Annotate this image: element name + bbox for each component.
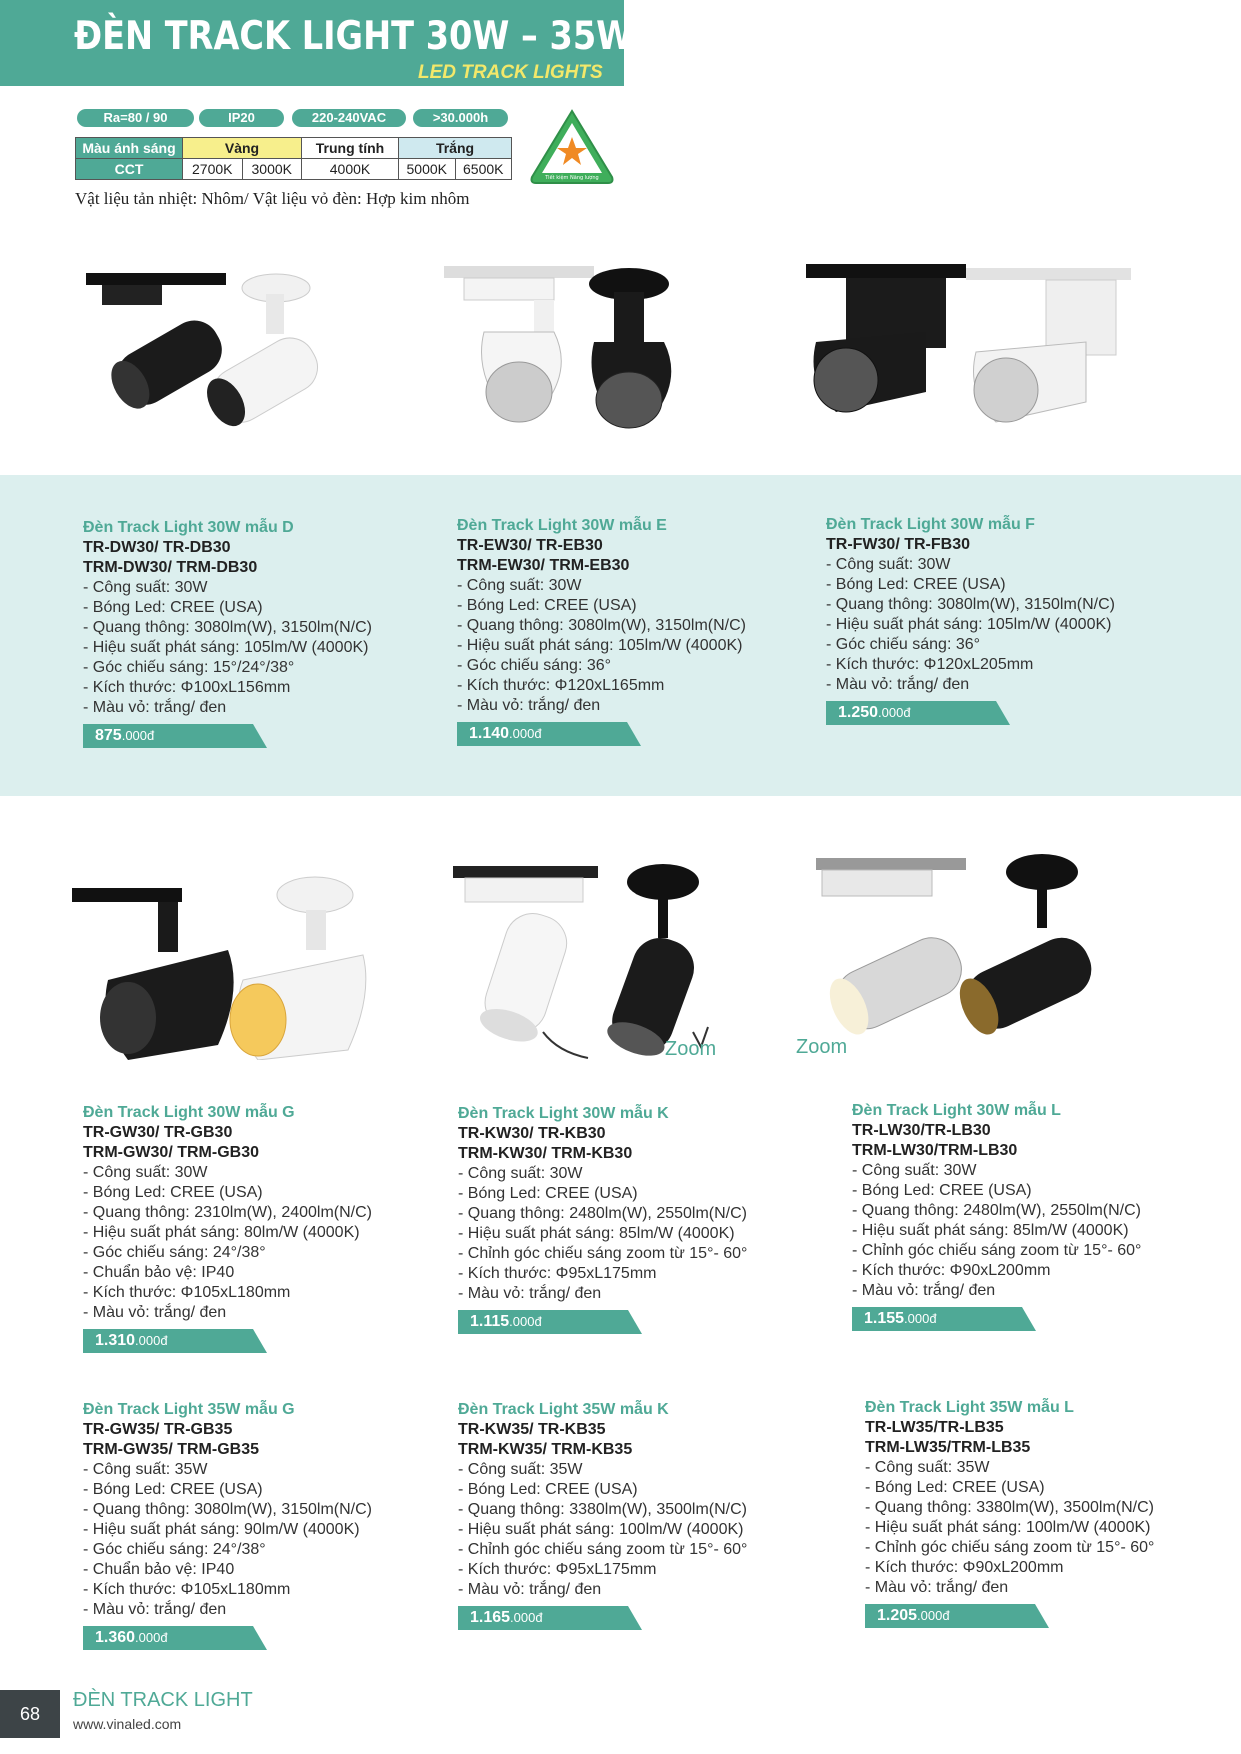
price-unit: .000đ xyxy=(904,1311,937,1326)
price-value: 1.165 xyxy=(470,1609,511,1626)
product-card-l30 xyxy=(852,1101,1141,1331)
product-name: Đèn Track Light 30W mẫu D xyxy=(83,519,294,536)
page-number: 68 xyxy=(0,1690,60,1738)
product-spec: - Hiệu suất phát sáng: 85lm/W (4000K) xyxy=(458,1225,735,1242)
product-name: Đèn Track Light 30W mẫu K xyxy=(458,1105,669,1122)
price-unit: .000đ xyxy=(135,1630,168,1645)
product-code: TRM-DW30/ TRM-DB30 xyxy=(83,559,258,576)
price-unit: .000đ xyxy=(509,726,542,741)
product-spec: - Công suất: 35W xyxy=(83,1461,208,1478)
price-tag xyxy=(458,1310,638,1334)
price-tag xyxy=(83,1626,263,1650)
product-spec: - Hiệu suất phát sáng: 105lm/W (4000K) xyxy=(83,639,369,656)
price-unit: .000đ xyxy=(878,705,911,720)
product-spec: - Bóng Led: CREE (USA) xyxy=(83,599,263,616)
product-name: Đèn Track Light 35W mẫu L xyxy=(865,1399,1074,1416)
product-code: TRM-KW30/ TRM-KB30 xyxy=(458,1145,633,1162)
spec-pill-ra: Ra=80 / 90 xyxy=(77,109,194,127)
product-spec: - Kích thước: Φ120xL205mm xyxy=(826,656,1034,673)
zoom-label-k: Zoom xyxy=(665,1038,717,1060)
product-code: TRM-GW30/ TRM-GB30 xyxy=(83,1144,259,1161)
cct-3000: 3000K xyxy=(242,159,302,180)
product-spec: - Màu vỏ: trắng/ đen xyxy=(865,1579,1009,1596)
product-spec: - Góc chiếu sáng: 24°/38° xyxy=(83,1541,266,1558)
price-text xyxy=(95,1331,168,1351)
cct-row-label-cct: CCT xyxy=(76,159,183,180)
price-unit: .000đ xyxy=(121,728,155,743)
product-spec: - Hiệu suất phát sáng: 80lm/W (4000K) xyxy=(83,1224,360,1241)
product-spec: - Màu vỏ: trắng/ đen xyxy=(83,699,227,716)
price-value: 1.140 xyxy=(469,725,510,742)
cct-2700: 2700K xyxy=(183,159,243,180)
product-spec: - Công suất: 35W xyxy=(865,1459,990,1476)
product-code: TRM-EW30/ TRM-EB30 xyxy=(457,557,630,574)
product-spec: - Chỉnh góc chiếu sáng zoom từ 15°- 60° xyxy=(458,1541,748,1558)
product-spec: - Hiệu suất phát sáng: 90lm/W (4000K) xyxy=(83,1521,360,1538)
product-spec: - Màu vỏ: trắng/ đen xyxy=(83,1304,227,1321)
price-text xyxy=(469,724,542,744)
cct-yellow: Vàng xyxy=(183,138,302,159)
product-card-l35 xyxy=(865,1398,1154,1628)
product-spec: - Quang thông: 3080lm(W), 3150lm(N/C) xyxy=(826,596,1115,613)
product-spec: - Quang thông: 3380lm(W), 3500lm(N/C) xyxy=(458,1501,747,1518)
product-spec: - Kích thước: Φ95xL175mm xyxy=(458,1265,657,1282)
product-spec: - Hiệu suất phát sáng: 105lm/W (4000K) xyxy=(826,616,1112,633)
product-spec: - Màu vỏ: trắng/ đen xyxy=(458,1581,602,1598)
cct-row-label-color: Màu ánh sáng xyxy=(76,138,183,159)
product-spec: - Bóng Led: CREE (USA) xyxy=(458,1481,638,1498)
product-spec: - Công suất: 30W xyxy=(83,1164,208,1181)
price-value: 1.360 xyxy=(95,1629,136,1646)
product-code: TR-GW30/ TR-GB30 xyxy=(83,1124,233,1141)
product-spec: - Bóng Led: CREE (USA) xyxy=(83,1481,263,1498)
cct-table xyxy=(75,137,512,180)
cct-5000: 5000K xyxy=(399,159,456,180)
price-value: 1.205 xyxy=(877,1607,918,1624)
product-spec: - Kích thước: Φ105xL180mm xyxy=(83,1581,291,1598)
product-image-f xyxy=(806,262,1136,442)
page-subtitle: LED TRACK LIGHTS xyxy=(418,62,603,83)
price-tag xyxy=(852,1307,1032,1331)
product-card-k35 xyxy=(458,1400,747,1630)
product-spec: - Chỉnh góc chiếu sáng zoom từ 15°- 60° xyxy=(852,1242,1142,1259)
cct-6500: 6500K xyxy=(455,159,512,180)
product-name: Đèn Track Light 30W mẫu F xyxy=(826,516,1035,533)
footer-title: ĐÈN TRACK LIGHT xyxy=(73,1689,253,1711)
price-text xyxy=(95,726,154,746)
product-spec: - Hiệu suất phát sáng: 85lm/W (4000K) xyxy=(852,1222,1129,1239)
product-image-e xyxy=(444,262,704,442)
price-tag xyxy=(826,701,1006,725)
price-text xyxy=(95,1628,168,1648)
product-spec: - Góc chiếu sáng: 36° xyxy=(826,636,981,653)
product-spec: - Kích thước: Φ100xL156mm xyxy=(83,679,291,696)
product-spec: - Bóng Led: CREE (USA) xyxy=(826,576,1006,593)
product-spec: - Góc chiếu sáng: 15°/24°/38° xyxy=(83,659,295,676)
product-image-d xyxy=(84,268,334,438)
price-unit: .000đ xyxy=(917,1608,950,1623)
product-spec: - Quang thông: 3080lm(W), 3150lm(N/C) xyxy=(83,619,372,636)
product-card-d xyxy=(83,518,372,748)
product-name: Đèn Track Light 35W mẫu K xyxy=(458,1401,669,1418)
product-spec: - Kích thước: Φ90xL200mm xyxy=(865,1559,1064,1576)
price-unit: .000đ xyxy=(135,1333,168,1348)
product-code: TR-GW35/ TR-GB35 xyxy=(83,1421,233,1438)
price-text xyxy=(877,1606,950,1626)
product-spec: - Màu vỏ: trắng/ đen xyxy=(852,1282,996,1299)
product-code: TR-DW30/ TR-DB30 xyxy=(83,539,231,556)
product-card-f xyxy=(826,515,1115,725)
product-name: Đèn Track Light 30W mẫu G xyxy=(83,1104,295,1121)
product-spec: - Màu vỏ: trắng/ đen xyxy=(458,1285,602,1302)
spec-pill-ip: IP20 xyxy=(199,109,284,127)
price-tag xyxy=(457,722,637,746)
product-spec: - Bóng Led: CREE (USA) xyxy=(83,1184,263,1201)
product-spec: - Bóng Led: CREE (USA) xyxy=(457,597,637,614)
product-image-k xyxy=(453,862,723,1062)
product-spec: - Màu vỏ: trắng/ đen xyxy=(83,1601,227,1618)
spec-pill-voltage: 220-240VAC xyxy=(292,109,406,127)
price-text xyxy=(470,1312,542,1332)
price-tag xyxy=(83,1329,263,1353)
product-spec: - Chuẩn bảo vệ: IP40 xyxy=(83,1561,235,1578)
price-value: 1.155 xyxy=(864,1310,905,1327)
product-card-g30 xyxy=(83,1103,372,1353)
energy-saving-badge-icon xyxy=(528,107,616,187)
product-spec: - Góc chiếu sáng: 24°/38° xyxy=(83,1244,266,1261)
product-spec: - Kích thước: Φ120xL165mm xyxy=(457,677,665,694)
price-text xyxy=(470,1608,543,1628)
product-code: TR-FW30/ TR-FB30 xyxy=(826,536,970,553)
cct-4000: 4000K xyxy=(302,159,399,180)
product-spec: - Chỉnh góc chiếu sáng zoom từ 15°- 60° xyxy=(865,1539,1155,1556)
product-image-l xyxy=(812,852,1112,1052)
product-spec: - Bóng Led: CREE (USA) xyxy=(865,1479,1045,1496)
material-note: Vật liệu tản nhiệt: Nhôm/ Vật liệu vỏ đèn: Hợp kim nhôm xyxy=(75,189,470,208)
price-text xyxy=(838,703,911,723)
price-text xyxy=(864,1309,937,1329)
product-spec: - Công suất: 30W xyxy=(852,1162,977,1179)
product-spec: - Màu vỏ: trắng/ đen xyxy=(826,676,970,693)
product-spec: - Công suất: 30W xyxy=(83,579,208,596)
price-unit: .000đ xyxy=(510,1610,543,1625)
product-code: TR-LW35/TR-LB35 xyxy=(865,1419,1004,1436)
price-unit: .000đ xyxy=(509,1314,542,1329)
product-spec: - Kích thước: Φ90xL200mm xyxy=(852,1262,1051,1279)
product-code: TR-KW30/ TR-KB30 xyxy=(458,1125,606,1142)
product-spec: - Kích thước: Φ105xL180mm xyxy=(83,1284,291,1301)
product-name: Đèn Track Light 35W mẫu G xyxy=(83,1401,295,1418)
product-name: Đèn Track Light 30W mẫu E xyxy=(457,517,667,534)
product-card-k30 xyxy=(458,1104,747,1334)
product-code: TR-LW30/TR-LB30 xyxy=(852,1122,991,1139)
product-spec: - Công suất: 30W xyxy=(826,556,951,573)
spec-pill-lifetime: >30.000h xyxy=(413,109,508,127)
product-spec: - Chỉnh góc chiếu sáng zoom từ 15°- 60° xyxy=(458,1245,748,1262)
product-code: TR-KW35/ TR-KB35 xyxy=(458,1421,606,1438)
badge-text: Tiết kiệm Năng lượng xyxy=(545,175,599,181)
product-spec: - Quang thông: 3080lm(W), 3150lm(N/C) xyxy=(457,617,746,634)
product-spec: - Chuẩn bảo vệ: IP40 xyxy=(83,1264,235,1281)
product-code: TR-EW30/ TR-EB30 xyxy=(457,537,603,554)
price-value: 1.310 xyxy=(95,1332,136,1349)
cct-white: Trắng xyxy=(399,138,512,159)
product-spec: - Bóng Led: CREE (USA) xyxy=(852,1182,1032,1199)
product-spec: - Kích thước: Φ95xL175mm xyxy=(458,1561,657,1578)
product-spec: - Quang thông: 2480lm(W), 2550lm(N/C) xyxy=(458,1205,747,1222)
zoom-label-l: Zoom xyxy=(796,1036,848,1058)
product-spec: - Quang thông: 3380lm(W), 3500lm(N/C) xyxy=(865,1499,1154,1516)
price-value: 875 xyxy=(95,727,122,744)
product-name: Đèn Track Light 30W mẫu L xyxy=(852,1102,1061,1119)
product-card-e xyxy=(457,516,746,746)
price-value: 1.250 xyxy=(838,704,879,721)
product-image-g xyxy=(68,870,378,1060)
product-code: TRM-LW35/TRM-LB35 xyxy=(865,1439,1031,1456)
product-spec: - Hiệu suất phát sáng: 100lm/W (4000K) xyxy=(865,1519,1151,1536)
product-spec: - Công suất: 30W xyxy=(457,577,582,594)
price-value: 1.115 xyxy=(470,1313,510,1330)
product-spec: - Hiệu suất phát sáng: 105lm/W (4000K) xyxy=(457,637,743,654)
product-card-g35 xyxy=(83,1400,372,1650)
price-tag xyxy=(458,1606,638,1630)
product-spec: - Bóng Led: CREE (USA) xyxy=(458,1185,638,1202)
product-spec: - Quang thông: 2310lm(W), 2400lm(N/C) xyxy=(83,1204,372,1221)
product-spec: - Công suất: 30W xyxy=(458,1165,583,1182)
product-code: TRM-KW35/ TRM-KB35 xyxy=(458,1441,633,1458)
price-tag xyxy=(83,724,263,748)
product-code: TRM-GW35/ TRM-GB35 xyxy=(83,1441,259,1458)
product-spec: - Quang thông: 3080lm(W), 3150lm(N/C) xyxy=(83,1501,372,1518)
product-spec: - Quang thông: 2480lm(W), 2550lm(N/C) xyxy=(852,1202,1141,1219)
product-spec: - Hiệu suất phát sáng: 100lm/W (4000K) xyxy=(458,1521,744,1538)
product-spec: - Góc chiếu sáng: 36° xyxy=(457,657,612,674)
product-spec: - Màu vỏ: trắng/ đen xyxy=(457,697,601,714)
footer-url: www.vinaled.com xyxy=(73,1716,182,1732)
page-title: ĐÈN TRACK LIGHT 30W – 35W xyxy=(74,14,634,59)
product-code: TRM-LW30/TRM-LB30 xyxy=(852,1142,1018,1159)
product-spec: - Công suất: 35W xyxy=(458,1461,583,1478)
price-tag xyxy=(865,1604,1045,1628)
cct-neutral: Trung tính xyxy=(302,138,399,159)
